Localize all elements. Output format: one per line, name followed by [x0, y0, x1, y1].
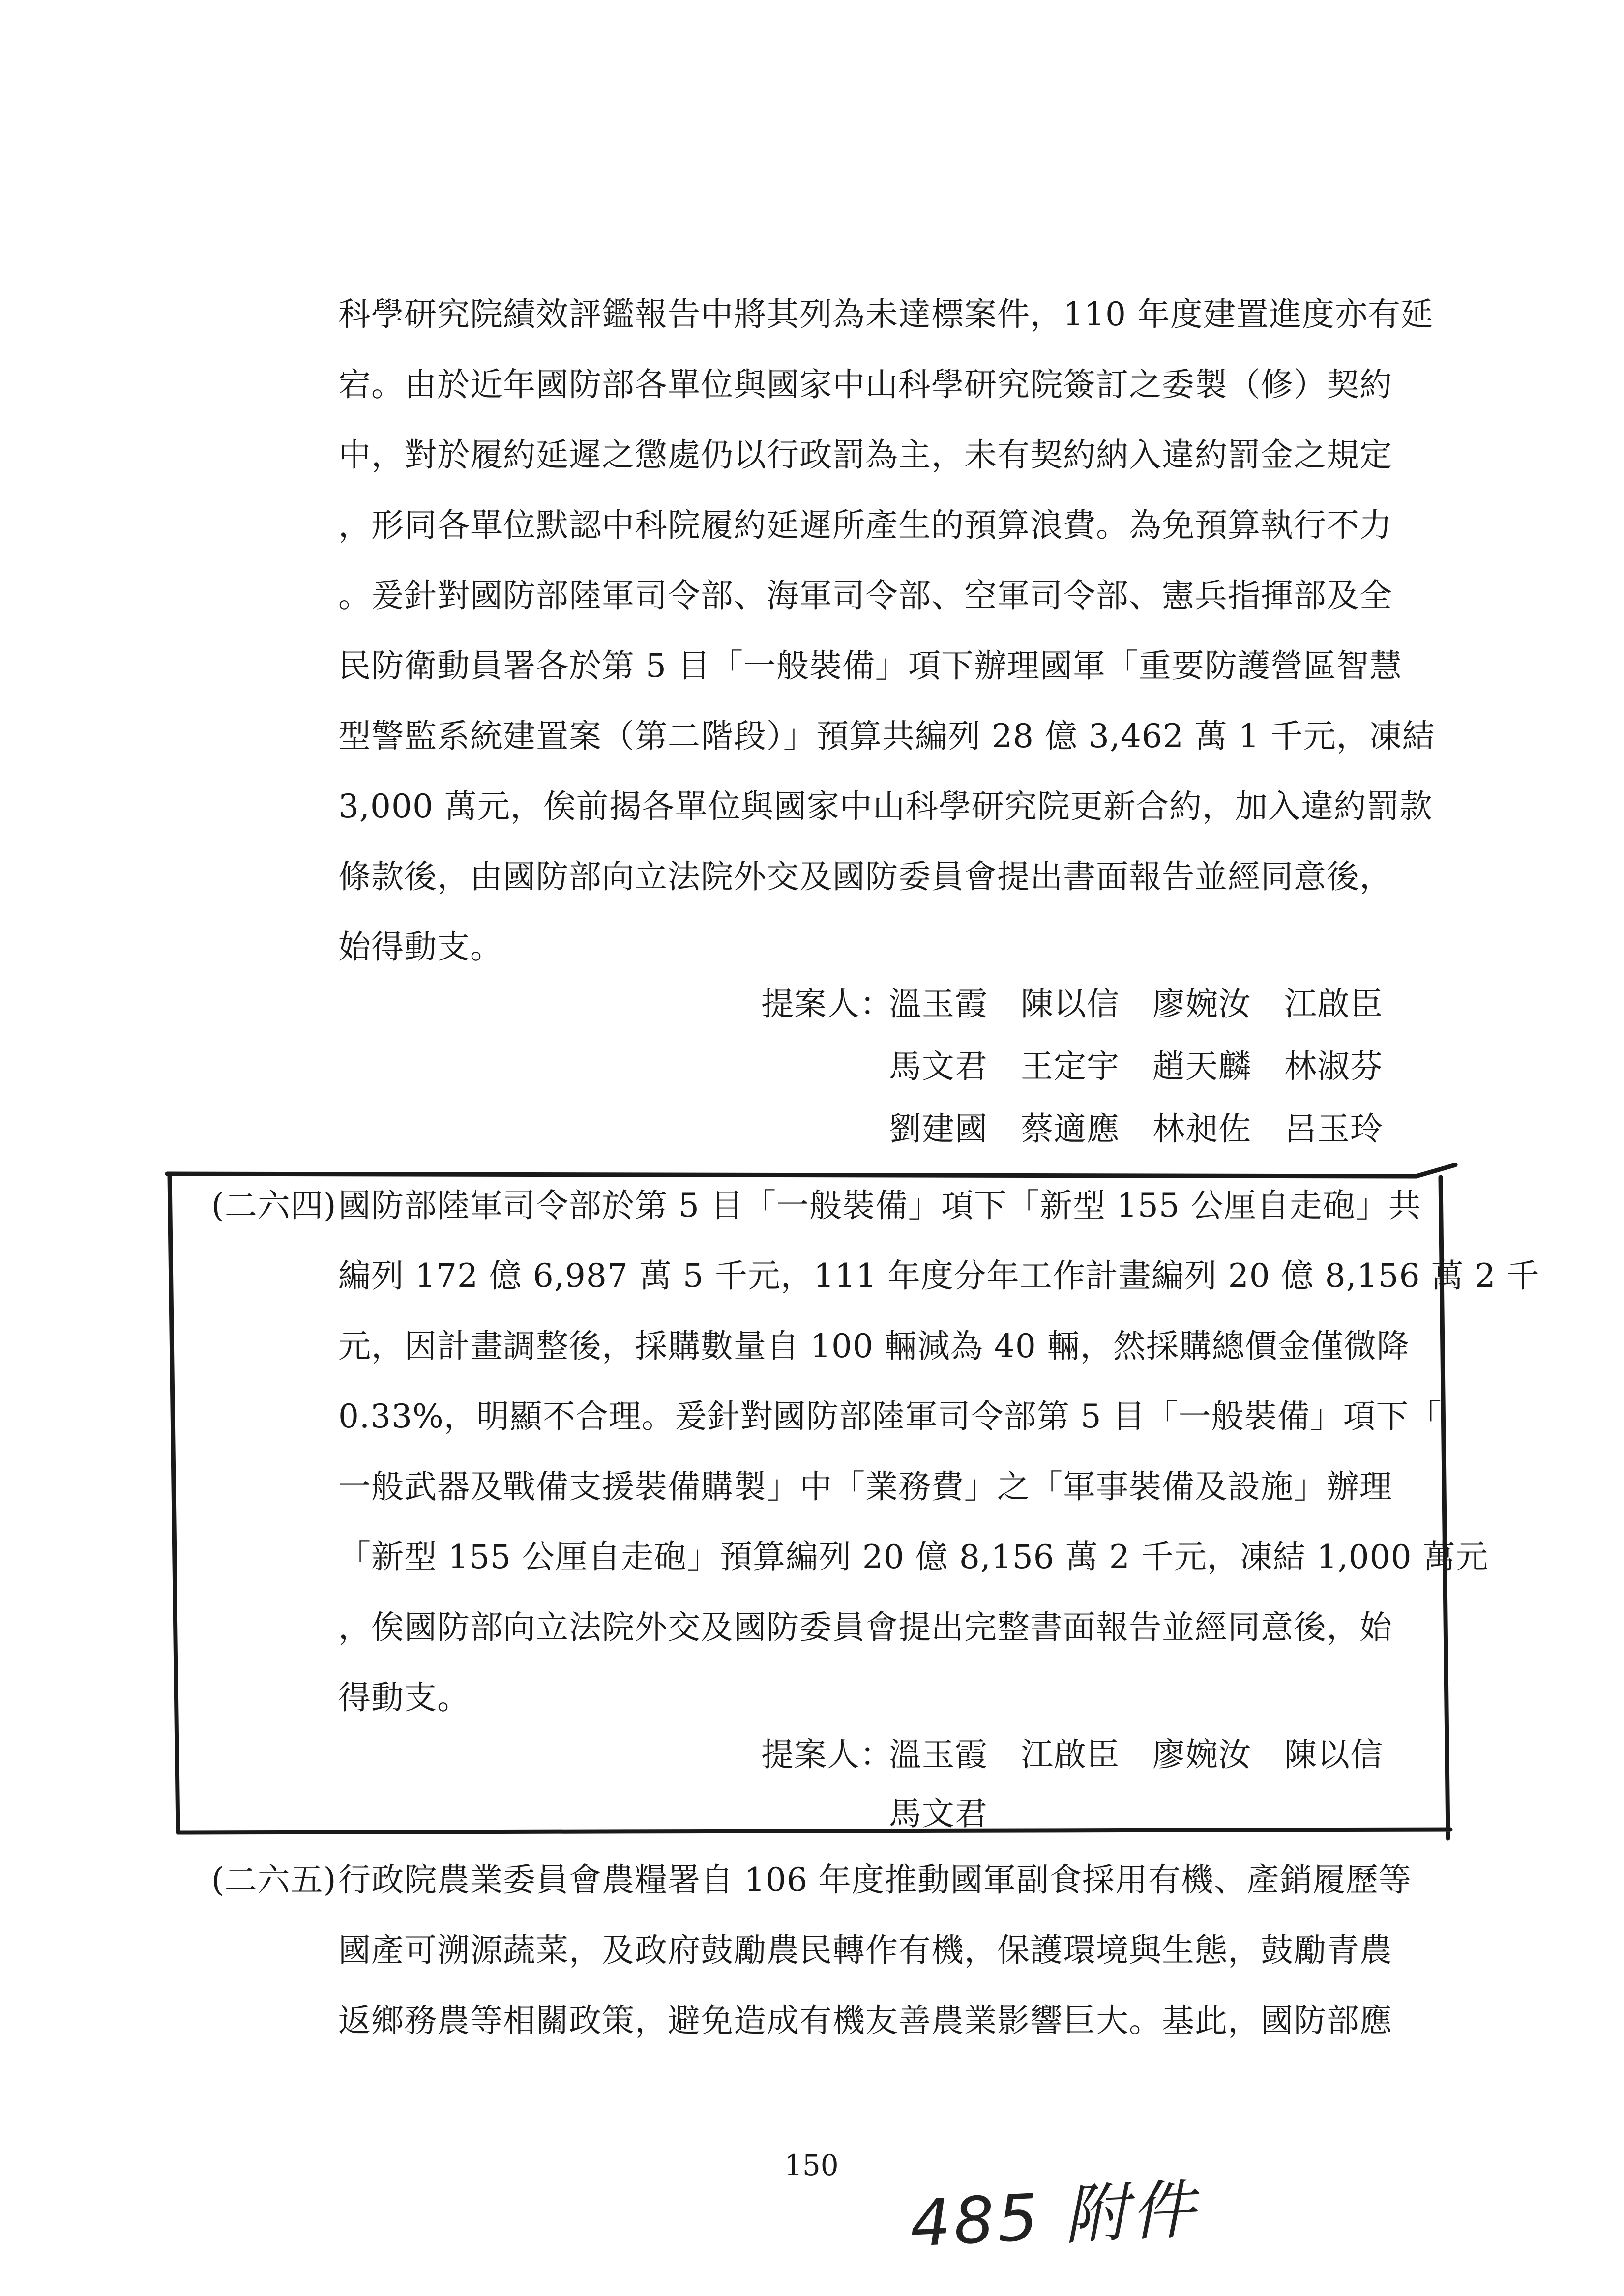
page-number: 150 — [784, 2149, 839, 2182]
body-line: 0.33%，明顯不合理。爰針對國防部陸軍司令部第 5 目「一般裝備」項下「 — [338, 1397, 1442, 1435]
proposer-label: 提案人： — [761, 985, 893, 1023]
body-line: 編列 172 億 6,987 萬 5 千元，111 年度分年工作計畫編列 20 億 8,156 萬 2 千 — [338, 1257, 1540, 1295]
body-line: 。爰針對國防部陸軍司令部、海軍司令部、空軍司令部、憲兵指揮部及全 — [338, 577, 1392, 614]
body-line: 一般武器及戰備支援裝備購製」中「業務費」之「軍事裝備及設施」辦理 — [338, 1468, 1392, 1506]
body-line: ，俟國防部向立法院外交及國防委員會提出完整書面報告並經同意後，始 — [338, 1608, 1392, 1646]
item-label-264: (二六四) — [211, 1187, 337, 1224]
body-line: 行政院農業委員會農糧署自 106 年度推動國軍副食採用有機、產銷履歷等 — [338, 1861, 1412, 1899]
body-line: 「新型 155 公厘自走砲」預算編列 20 億 8,156 萬 2 千元，凍結 1,000 萬元 — [338, 1538, 1489, 1576]
body-line: 國防部陸軍司令部於第 5 目「一般裝備」項下「新型 155 公厘自走砲」共 — [338, 1187, 1421, 1224]
body-line: 元，因計畫調整後，採購數量自 100 輛減為 40 輛，然採購總價金僅微降 — [338, 1327, 1410, 1365]
handwritten-annotation: 485 附件 — [908, 2171, 1200, 2262]
body-line: 中，對於履約延遲之懲處仍以行政罰為主，未有契約納入違約罰金之規定 — [338, 436, 1392, 474]
proposer-names: 溫玉霞 陳以信 廖婉汝 江啟臣 — [889, 985, 1383, 1023]
body-line: 國產可溯源蔬菜，及政府鼓勵農民轉作有機，保護環境與生態，鼓勵青農 — [338, 1931, 1392, 1969]
proposer-names: 溫玉霞 江啟臣 廖婉汝 陳以信 — [889, 1736, 1383, 1773]
body-line: 宕。由於近年國防部各單位與國家中山科學研究院簽訂之委製（修）契約 — [338, 366, 1392, 404]
body-line: ，形同各單位默認中科院履約延遲所產生的預算浪費。為免預算執行不力 — [338, 506, 1392, 544]
body-line: 民防衛動員署各於第 5 目「一般裝備」項下辦理國軍「重要防護營區智慧 — [338, 647, 1402, 685]
body-line: 條款後，由國防部向立法院外交及國防委員會提出書面報告並經同意後， — [338, 858, 1392, 896]
body-line: 始得動支。 — [338, 928, 503, 966]
body-line: 3,000 萬元，俟前揭各單位與國家中山科學研究院更新合約，加入違約罰款 — [338, 787, 1433, 825]
body-line: 型警監系統建置案（第二階段）」預算共編列 28 億 3,462 萬 1 千元，凍結 — [338, 717, 1435, 755]
body-line: 科學研究院績效評鑑報告中將其列為未達標案件，110 年度建置進度亦有延 — [338, 295, 1434, 333]
body-line: 返鄉務農等相關政策，避免造成有機友善農業影響巨大。基此，國防部應 — [338, 2002, 1392, 2039]
body-line: 得動支。 — [338, 1679, 470, 1716]
item-label-265: (二六五) — [211, 1861, 337, 1899]
proposer-names: 馬文君 — [889, 1795, 988, 1832]
proposer-names: 劉建國 蔡適應 林昶佐 呂玉玲 — [889, 1110, 1383, 1148]
proposer-names: 馬文君 王定宇 趙天麟 林淑芬 — [889, 1047, 1383, 1085]
proposer-label: 提案人： — [761, 1736, 893, 1773]
